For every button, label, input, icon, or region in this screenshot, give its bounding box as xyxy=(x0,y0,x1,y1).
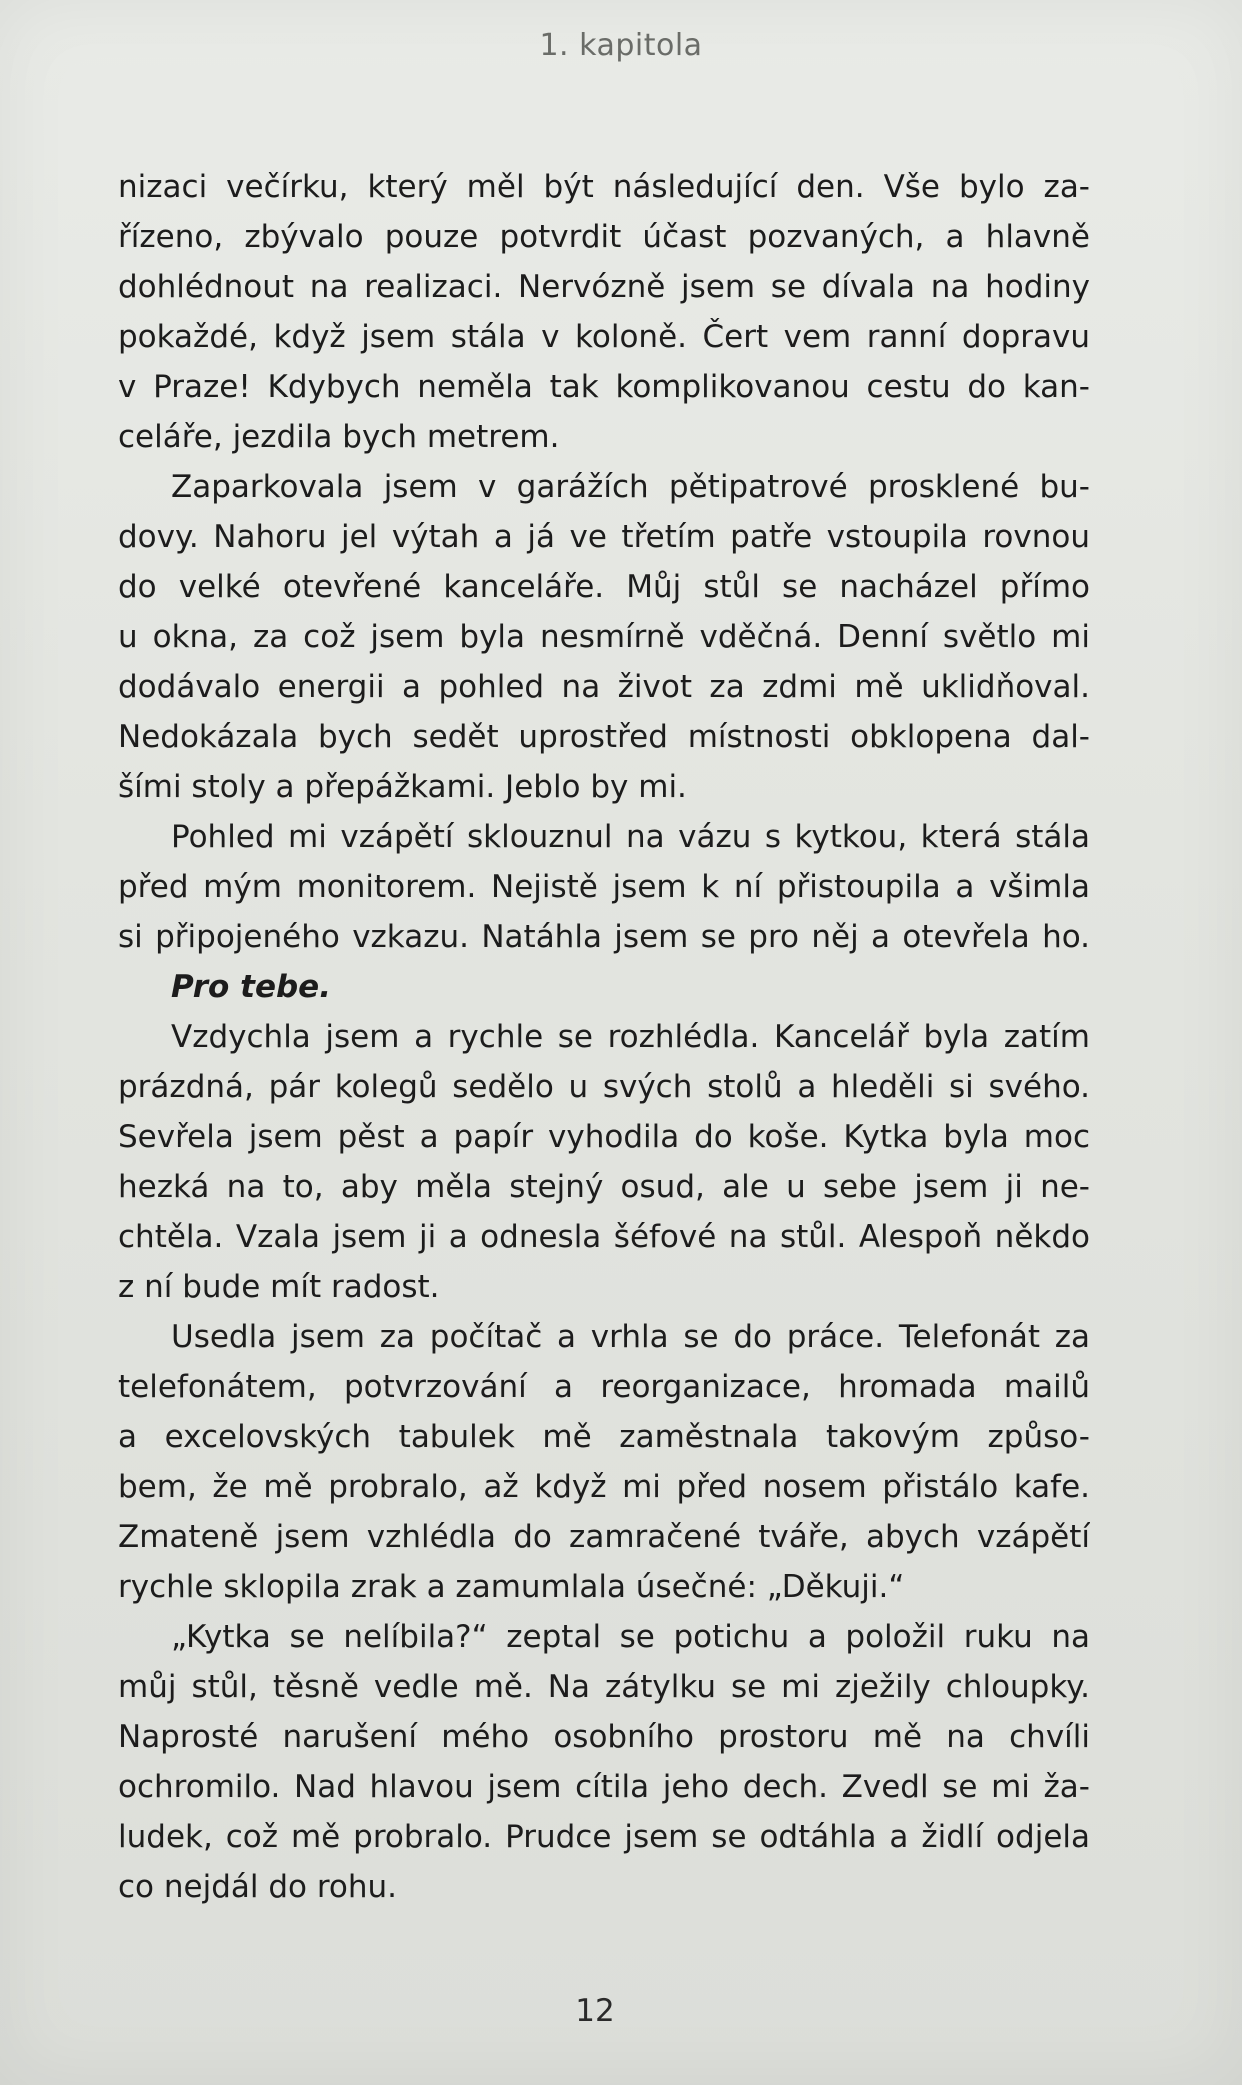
text-line: Naprosté narušení mého osobního prostoru mě na chvíli xyxy=(118,1719,1090,1755)
text-line: Zaparkovala jsem v garážích pětipatrové prosklené bu- xyxy=(171,469,1090,505)
text-line: chtěla. Vzala jsem ji a odnesla šéfové na stůl. Alespoň někdo xyxy=(118,1219,1090,1255)
text-line: ludek, což mě probralo. Prudce jsem se odtáhla a židlí odjela xyxy=(118,1819,1090,1855)
text-line: ochromilo. Nad hlavou jsem cítila jeho dech. Zvedl se mi ža- xyxy=(118,1769,1090,1805)
text-line: před mým monitorem. Nejistě jsem k ní přistoupila a všimla xyxy=(118,869,1090,905)
chapter-header: 1. kapitola xyxy=(539,28,703,63)
text-line: můj stůl, těsně vedle mě. Na zátylku se mi zježily chloupky. xyxy=(118,1669,1090,1705)
body-text xyxy=(118,162,1090,1912)
text-line: v Praze! Kdybych neměla tak komplikovanou cestu do kan- xyxy=(118,369,1090,405)
text-line: prázdná, pár kolegů sedělo u svých stolů a hleděli si svého. xyxy=(118,1069,1090,1105)
text-line: Sevřela jsem pěst a papír vyhodila do koše. Kytka byla moc xyxy=(118,1119,1090,1155)
text-line: telefonátem, potvrzování a reorganizace, hromada mailů xyxy=(118,1369,1090,1405)
text-line: nizaci večírku, který měl být následující den. Vše bylo za- xyxy=(118,169,1090,205)
text-line: do velké otevřené kanceláře. Můj stůl se nacházel přímo xyxy=(118,569,1090,605)
text-line: dohlédnout na realizaci. Nervózně jsem se dívala na hodiny xyxy=(118,269,1090,305)
text-line: celáře, jezdila bych metrem. xyxy=(118,419,560,455)
text-line: Usedla jsem za počítač a vrhla se do práce. Telefonát za xyxy=(171,1319,1090,1355)
text-line: rychle sklopila zrak a zamumlala úsečné: „Děkuji.“ xyxy=(118,1569,905,1605)
text-line: šími stoly a přepážkami. Jeblo by mi. xyxy=(118,769,687,805)
text-line: co nejdál do rohu. xyxy=(118,1869,398,1905)
text-line: a excelovských tabulek mě zaměstnala takovým způso- xyxy=(118,1419,1090,1455)
text-line: u okna, za což jsem byla nesmírně vděčná. Denní světlo mi xyxy=(118,619,1090,655)
text-line: z ní bude mít radost. xyxy=(118,1269,440,1305)
page-number: 12 xyxy=(575,1993,615,2029)
text-line: pokaždé, když jsem stála v koloně. Čert vem ranní dopravu xyxy=(118,319,1090,355)
text-line: řízeno, zbývalo pouze potvrdit účast pozvaných, a hlavně xyxy=(118,219,1090,255)
text-line: Pohled mi vzápětí sklouznul na vázu s kytkou, která stála xyxy=(171,819,1090,855)
text-line: dovy. Nahoru jel výtah a já ve třetím patře vstoupila rovnou xyxy=(118,519,1090,555)
emphasized-note: Pro tebe. xyxy=(171,969,331,1005)
text-line: Zmateně jsem vzhlédla do zamračené tváře, abych vzápětí xyxy=(118,1519,1090,1555)
text-line: Nedokázala bych sedět uprostřed místnosti obklopena dal- xyxy=(118,719,1090,755)
text-line: bem, že mě probralo, až když mi před nosem přistálo kafe. xyxy=(118,1469,1090,1505)
text-line: „Kytka se nelíbila?“ zeptal se potichu a položil ruku na xyxy=(171,1619,1090,1655)
text-line: Vzdychla jsem a rychle se rozhlédla. Kancelář byla zatím xyxy=(171,1019,1090,1055)
text-line: si připojeného vzkazu. Natáhla jsem se pro něj a otevřela ho. xyxy=(118,919,1090,955)
text-line: hezká na to, aby měla stejný osud, ale u sebe jsem ji ne- xyxy=(118,1169,1090,1205)
text-line: dodávalo energii a pohled na život za zdmi mě uklidňoval. xyxy=(118,669,1090,705)
